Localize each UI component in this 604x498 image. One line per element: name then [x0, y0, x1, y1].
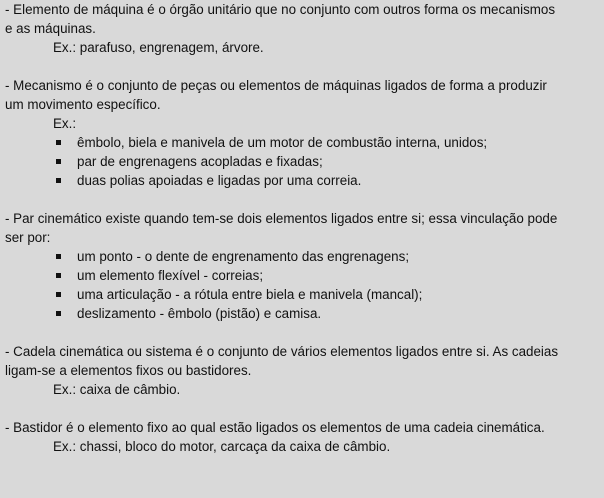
- list-item: [5, 285, 600, 304]
- example-line: Ex.: parafuso, engrenagem, árvore.: [53, 40, 264, 55]
- paragraph-line: - Mecanismo é o conjunto de peças ou elementos de máquinas ligados de forma a produzir: [5, 78, 547, 93]
- square-bullet-icon: [56, 254, 61, 259]
- list-item-text: deslizamento - êmbolo (pistão) e camisa.: [77, 306, 322, 321]
- paragraph-line: - Par cinemático existe quando tem-se dois elementos ligados entre si; essa vinculação pode: [5, 211, 558, 226]
- paragraph-line: - Bastidor é o elemento fixo ao qual estão ligados os elementos de uma cadeia cinemática.: [5, 420, 545, 435]
- list-item-text: uma articulação - a rótula entre biela e manivela (mancal);: [77, 287, 423, 302]
- example-line: Ex.:: [53, 116, 77, 131]
- list-item-text: um elemento flexível - correias;: [77, 268, 264, 283]
- square-bullet-icon: [56, 273, 61, 278]
- list-item-text: um ponto - o dente de engrenamento das engrenagens;: [77, 249, 410, 264]
- paragraph-gap: [5, 190, 600, 209]
- square-bullet-icon: [56, 159, 61, 164]
- square-bullet-icon: [56, 140, 61, 145]
- paragraph-line: - Elemento de máquina é o órgão unitário que no conjunto com outros forma os mecanismos: [5, 2, 556, 17]
- list-item-text: duas polias apoiadas e ligadas por uma correia.: [77, 173, 362, 188]
- paragraph-line: ligam-se a elementos fixos ou bastidores.: [5, 363, 252, 378]
- bullet-list: [5, 247, 600, 323]
- example-line: Ex.: caixa de câmbio.: [53, 382, 181, 397]
- section-mecanismo: [5, 76, 600, 190]
- list-item-text: par de engrenagens acopladas e fixadas;: [77, 154, 323, 169]
- paragraph-line: - Cadela cinemática ou sistema é o conjunto de vários elementos ligados entre si. As cadeias: [5, 344, 559, 359]
- list-item: [5, 133, 600, 152]
- list-item-text: êmbolo, biela e manivela de um motor de combustão interna, unidos;: [77, 135, 488, 150]
- paragraph-line: e as máquinas.: [5, 21, 96, 36]
- section-bastidor: [5, 418, 600, 456]
- list-item: [5, 247, 600, 266]
- square-bullet-icon: [56, 311, 61, 316]
- paragraph-line: um movimento específico.: [5, 97, 161, 112]
- list-item: [5, 304, 600, 323]
- example-line: Ex.: chassi, bloco do motor, carcaça da caixa de câmbio.: [53, 439, 391, 454]
- section-cadeia-cinematica: [5, 342, 600, 399]
- list-item: [5, 152, 600, 171]
- paragraph-gap: [5, 399, 600, 418]
- paragraph-line: ser por:: [5, 230, 51, 245]
- bullet-list: [5, 133, 600, 190]
- section-par-cinematico: [5, 209, 600, 323]
- list-item: [5, 266, 600, 285]
- list-item: [5, 171, 600, 190]
- paragraph-gap: [5, 57, 600, 76]
- square-bullet-icon: [56, 178, 61, 183]
- paragraph-gap: [5, 323, 600, 342]
- square-bullet-icon: [56, 292, 61, 297]
- section-elemento-de-maquina: [5, 0, 600, 57]
